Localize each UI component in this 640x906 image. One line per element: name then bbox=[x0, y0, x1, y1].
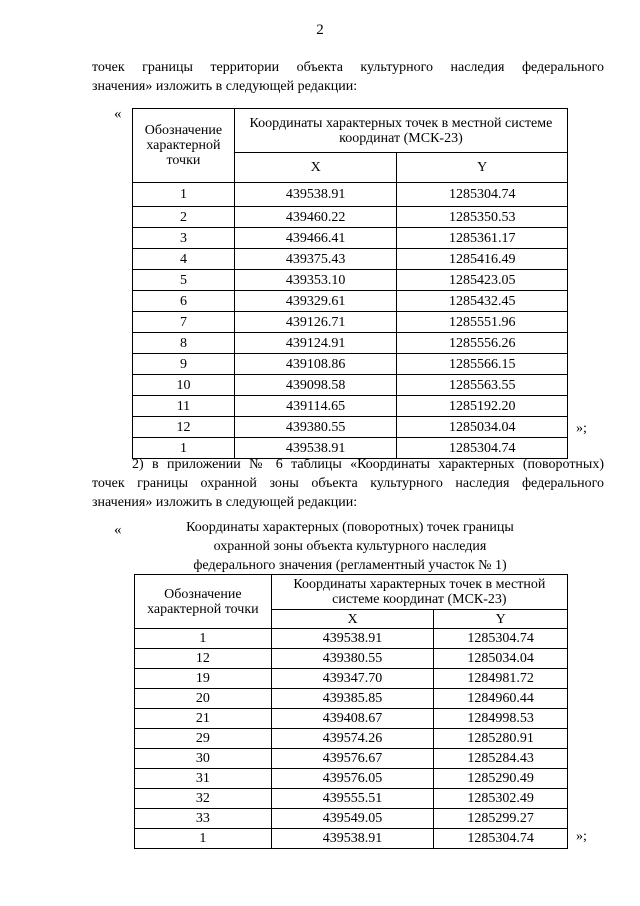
x-coordinate-cell: 439408.67 bbox=[271, 709, 434, 729]
x-coordinate-cell: 439329.61 bbox=[234, 291, 397, 312]
point-number-cell: 7 bbox=[133, 312, 235, 333]
x-coordinate-cell: 439466.41 bbox=[234, 228, 397, 249]
x-coordinate-cell: 439576.67 bbox=[271, 749, 434, 769]
y-coordinate-cell: 1285563.55 bbox=[397, 375, 568, 396]
x-coordinate-cell: 439126.71 bbox=[234, 312, 397, 333]
open-quote-1: « bbox=[114, 106, 122, 122]
table-row bbox=[133, 228, 568, 249]
y-coordinate-cell: 1285432.45 bbox=[397, 291, 568, 312]
x-coordinate-cell: 439347.70 bbox=[271, 669, 434, 689]
y-coordinate-cell: 1285192.20 bbox=[397, 396, 568, 417]
x-coordinate-cell: 439538.91 bbox=[234, 438, 397, 459]
y-coordinate-cell: 1285290.49 bbox=[434, 769, 568, 789]
x-coordinate-cell: 439574.26 bbox=[271, 729, 434, 749]
x-coordinate-cell: 439460.22 bbox=[234, 207, 397, 228]
x-coordinate-cell: 439538.91 bbox=[271, 829, 434, 849]
table-row bbox=[135, 809, 568, 829]
paragraph-2-line-1: 2) в приложении № 6 таблицы «Координаты характерных (поворотных) bbox=[132, 457, 604, 472]
x-coordinate-cell: 439098.58 bbox=[234, 375, 397, 396]
point-number-cell: 8 bbox=[133, 333, 235, 354]
table-row bbox=[135, 729, 568, 749]
page-number: 2 bbox=[316, 22, 324, 38]
close-quote-1: »; bbox=[576, 421, 587, 436]
paragraph-2-line-3: значения» изложить в следующей редакции: bbox=[92, 495, 358, 510]
point-number-cell: 19 bbox=[135, 669, 272, 689]
table-row bbox=[133, 249, 568, 270]
table-row bbox=[133, 333, 568, 354]
y-coordinate-cell: 1285423.05 bbox=[397, 270, 568, 291]
point-number-cell: 1 bbox=[135, 629, 272, 649]
x-coordinate-cell: 439375.43 bbox=[234, 249, 397, 270]
table-row bbox=[133, 183, 568, 207]
point-number-cell: 10 bbox=[133, 375, 235, 396]
paragraph-2-line-2: точек границы охранной зоны объекта культурного наследия федерального bbox=[92, 476, 604, 491]
x-coordinate-cell: 439538.91 bbox=[234, 183, 397, 207]
table1-col-x: X bbox=[234, 153, 397, 183]
x-coordinate-cell: 439549.05 bbox=[271, 809, 434, 829]
point-number-cell: 12 bbox=[133, 417, 235, 438]
x-coordinate-cell: 439385.85 bbox=[271, 689, 434, 709]
y-coordinate-cell: 1285302.49 bbox=[434, 789, 568, 809]
table-row bbox=[135, 769, 568, 789]
y-coordinate-cell: 1284998.53 bbox=[434, 709, 568, 729]
y-coordinate-cell: 1285280.91 bbox=[434, 729, 568, 749]
table1-header-designation: Обозначение характерной точки bbox=[133, 109, 235, 183]
table-row bbox=[135, 749, 568, 769]
table2-col-x: X bbox=[271, 610, 434, 629]
point-number-cell: 30 bbox=[135, 749, 272, 769]
point-number-cell: 9 bbox=[133, 354, 235, 375]
point-number-cell: 3 bbox=[133, 228, 235, 249]
y-coordinate-cell: 1285034.04 bbox=[397, 417, 568, 438]
y-coordinate-cell: 1285284.43 bbox=[434, 749, 568, 769]
point-number-cell: 1 bbox=[133, 183, 235, 207]
y-coordinate-cell: 1284960.44 bbox=[434, 689, 568, 709]
y-coordinate-cell: 1285350.53 bbox=[397, 207, 568, 228]
y-coordinate-cell: 1285304.74 bbox=[434, 829, 568, 849]
table1-col-y: Y bbox=[397, 153, 568, 183]
table-row bbox=[135, 669, 568, 689]
table-row bbox=[135, 629, 568, 649]
point-number-cell: 1 bbox=[135, 829, 272, 849]
paragraph-1-line-1: точек границы территории объекта культурного наследия федерального bbox=[92, 60, 604, 75]
x-coordinate-cell: 439555.51 bbox=[271, 789, 434, 809]
table-row bbox=[133, 312, 568, 333]
point-number-cell: 6 bbox=[133, 291, 235, 312]
table2-header-coords: Координаты характерных точек в местной системе координат (МСК-23) bbox=[271, 575, 567, 610]
table1-header-coords: Координаты характерных точек в местной системе координат (МСК-23) bbox=[234, 109, 567, 153]
table-row bbox=[133, 396, 568, 417]
point-number-cell: 33 bbox=[135, 809, 272, 829]
point-number-cell: 32 bbox=[135, 789, 272, 809]
point-number-cell: 12 bbox=[135, 649, 272, 669]
point-number-cell: 2 bbox=[133, 207, 235, 228]
table-row bbox=[133, 375, 568, 396]
coordinates-table-1 bbox=[132, 108, 568, 459]
y-coordinate-cell: 1285566.15 bbox=[397, 354, 568, 375]
table2-col-y: Y bbox=[434, 610, 568, 629]
table-row bbox=[135, 649, 568, 669]
table2-header-designation: Обозначение характерной точки bbox=[135, 575, 272, 629]
table-row bbox=[135, 709, 568, 729]
y-coordinate-cell: 1284981.72 bbox=[434, 669, 568, 689]
y-coordinate-cell: 1285304.74 bbox=[397, 183, 568, 207]
y-coordinate-cell: 1285304.74 bbox=[397, 438, 568, 459]
x-coordinate-cell: 439380.55 bbox=[271, 649, 434, 669]
y-coordinate-cell: 1285304.74 bbox=[434, 629, 568, 649]
point-number-cell: 21 bbox=[135, 709, 272, 729]
table-row bbox=[133, 354, 568, 375]
table-row bbox=[135, 689, 568, 709]
x-coordinate-cell: 439124.91 bbox=[234, 333, 397, 354]
table-row bbox=[133, 291, 568, 312]
x-coordinate-cell: 439353.10 bbox=[234, 270, 397, 291]
point-number-cell: 31 bbox=[135, 769, 272, 789]
x-coordinate-cell: 439380.55 bbox=[234, 417, 397, 438]
point-number-cell: 20 bbox=[135, 689, 272, 709]
table2-caption: Координаты характерных (поворотных) точек границы охранной зоны объекта культурного наследия федерального значения (регламентный участок № 1) bbox=[186, 520, 514, 573]
point-number-cell: 4 bbox=[133, 249, 235, 270]
x-coordinate-cell: 439108.86 bbox=[234, 354, 397, 375]
x-coordinate-cell: 439538.91 bbox=[271, 629, 434, 649]
point-number-cell: 5 bbox=[133, 270, 235, 291]
y-coordinate-cell: 1285556.26 bbox=[397, 333, 568, 354]
table-row bbox=[133, 207, 568, 228]
table-row bbox=[133, 417, 568, 438]
point-number-cell: 1 bbox=[133, 438, 235, 459]
point-number-cell: 29 bbox=[135, 729, 272, 749]
table-row bbox=[135, 829, 568, 849]
coordinates-table-2 bbox=[134, 574, 568, 849]
x-coordinate-cell: 439576.05 bbox=[271, 769, 434, 789]
y-coordinate-cell: 1285299.27 bbox=[434, 809, 568, 829]
y-coordinate-cell: 1285361.17 bbox=[397, 228, 568, 249]
y-coordinate-cell: 1285551.96 bbox=[397, 312, 568, 333]
paragraph-1-line-2: значения» изложить в следующей редакции: bbox=[92, 79, 358, 94]
point-number-cell: 11 bbox=[133, 396, 235, 417]
table-row bbox=[133, 270, 568, 291]
table-row bbox=[135, 789, 568, 809]
y-coordinate-cell: 1285416.49 bbox=[397, 249, 568, 270]
y-coordinate-cell: 1285034.04 bbox=[434, 649, 568, 669]
close-quote-2: »; bbox=[576, 829, 587, 844]
x-coordinate-cell: 439114.65 bbox=[234, 396, 397, 417]
open-quote-2: « bbox=[114, 522, 122, 538]
